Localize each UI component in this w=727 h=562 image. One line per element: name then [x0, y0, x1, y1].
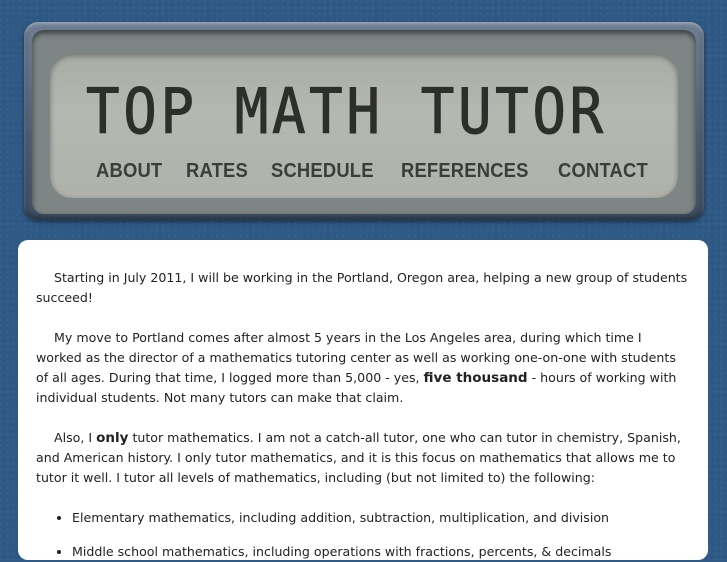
nav-about[interactable]: ABOUT: [96, 159, 163, 182]
focus-paragraph: [36, 428, 690, 488]
list-item: • Middle school mathematics, including operations with fractions, percents, & decimals: [72, 542, 690, 562]
focus-emphasis: only: [96, 430, 129, 446]
experience-paragraph: [36, 328, 690, 408]
experience-text-1: My move to Portland comes after almost 5 years in the Los Angeles area, during which time I worked as the director of a mathematics tutoring center as well as working one-on-one with students of all ages. During that time, I logged more than 5,000 - yes,: [36, 330, 676, 385]
subjects-list: [36, 508, 690, 562]
list-item: • Elementary mathematics, including addition, subtraction, multiplication, and division: [72, 508, 690, 528]
nav-schedule[interactable]: SCHEDULE: [271, 159, 375, 182]
intro-paragraph: Starting in July 2011, I will be working in the Portland, Oregon area, helping a new group of students succeed!: [36, 270, 688, 305]
experience-text-2: - hours of working with individual students. Not many tutors can make that claim.: [36, 370, 677, 405]
nav-references[interactable]: REFERENCES: [401, 159, 529, 182]
site-logo[interactable]: TOP MATH TUTOR: [86, 75, 607, 148]
focus-text-2: tutor mathematics. I am not a catch-all tutor, one who can tutor in chemistry, Spanish, and American history. I only tutor mathematics, and it is this focus on mathematics that allows me to tutor it well. I tutor all levels of mathematics, including (but not limited to) the following:: [36, 430, 681, 485]
nav-contact[interactable]: CONTACT: [557, 159, 648, 182]
focus-text-1: Also, I: [54, 430, 97, 445]
main-nav: [96, 158, 656, 184]
main-content: [18, 240, 708, 560]
experience-emphasis: five thousand: [423, 370, 528, 386]
nav-rates[interactable]: RATES: [186, 159, 249, 182]
